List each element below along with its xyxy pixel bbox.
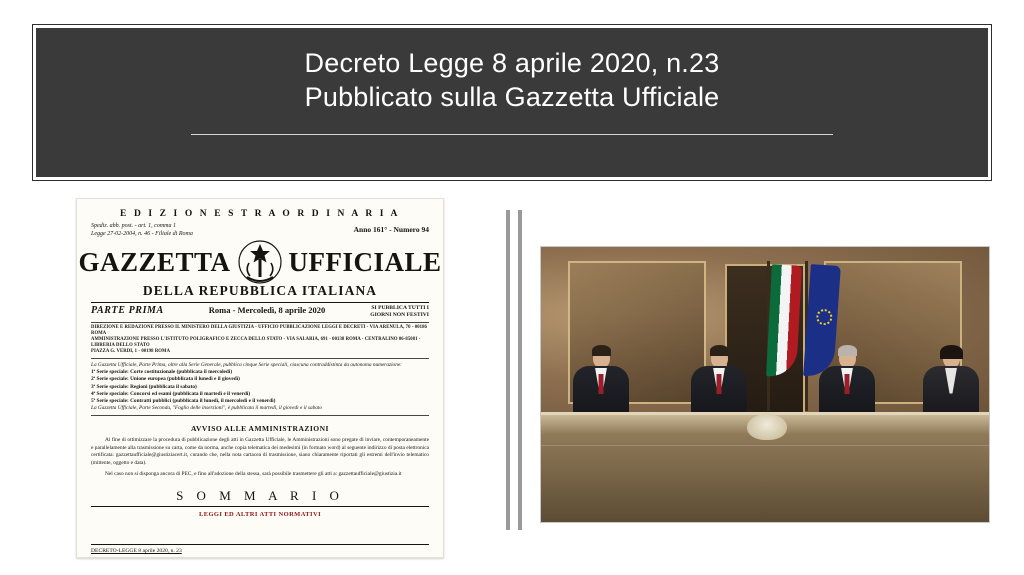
parte-rule [91,322,429,323]
masthead-word-ufficiale: UFFICIALE [288,247,442,277]
podium-seal [747,414,787,440]
gazzetta-anno-numero: Anno 161° - Numero 94 [353,225,429,234]
person-seated [923,348,979,418]
sommario-rule [91,506,429,507]
gazzetta-ufficiale-page [76,198,444,558]
masthead-subtitle: DELLA REPUBBLICA ITALIANA [142,283,378,298]
gazzetta-pubblica-line-2: GIORNI NON FESTIVI [370,312,429,318]
gazzetta-serie-block [91,362,429,412]
sommario-heading: S O M M A R I O [176,488,344,504]
gazzetta-parte-row [91,305,429,319]
gazzetta-pubblica-line-1: SI PUBBLICA TUTTI I [371,305,429,311]
avviso-body [91,437,429,478]
press-conference-photo [540,246,990,523]
gazzetta-address-block [91,325,429,355]
serie-item-4: 4ª Serie speciale: Concorsi ed esami (pubblicata il martedì e il venerdì) [91,390,251,397]
gazzetta-masthead [78,239,442,285]
serie-item-1: 1ª Serie speciale: Corte costituzionale (pubblicata il mercoledì) [91,369,233,376]
title-divider [191,134,833,135]
serie-rule [91,415,429,416]
italy-emblem-icon [237,239,283,285]
person-seated [691,348,747,418]
title-banner [33,25,991,180]
address-line-1: DIREZIONE E REDAZIONE PRESSO IL MINISTERO DELLA GIUSTIZIA - UFFICIO PUBBLICAZIONE LEGGI E DECRETI - VIA ARENULA, 70 - 00186 ROMA [91,325,427,336]
serie-footer: La Gazzetta Ufficiale, Parte Seconda, "Foglio delle inserzioni", è pubblicata il martedì, il giovedì e il sabato [91,405,323,412]
address-rule [91,358,429,359]
vertical-divider-left [506,210,510,530]
gazzetta-top-row [91,222,429,238]
page-title-line-1: Decreto Legge 8 aprile 2020, n.23 [304,48,720,78]
footer-rule [91,544,429,545]
gazzetta-parte-label: PARTE PRIMA [91,305,164,316]
address-line-3: PIAZZA G. VERDI, 1 - 00198 ROMA [91,349,171,354]
serie-intro: La Gazzetta Ufficiale, Parte Prima, oltre alla Serie Generale, pubblica cinque Serie speciali, ciascuna contraddistinta da autonoma numerazione: [91,362,402,368]
sommario-section-label: LEGGI ED ALTRI ATTI NORMATIVI [198,511,321,519]
avviso-paragraph-1: Al fine di ottimizzare la procedura di pubblicazione degli atti in Gazzetta Ufficiale, le Amministrazioni sono pregate di inviare, contemporaneamente e parallelamente alla trasmissione su carta, come da norma, anche copia telematica dei medesimi (in formato word) al seguente indirizzo di posta elettronica certificata: gazzettaufficiale@giustiziacert.it, curando che, nella nota cartacea di trasmissione, siano chiaramente riportati gli estremi dell'invio telematico (mittente, oggetto e data). [91,437,429,466]
masthead-rule [91,302,429,303]
vertical-divider-right [518,210,522,530]
person-seated [573,348,629,418]
serie-item-2: 2ª Serie speciale: Unione europea (pubblicata il lunedì e il giovedì) [91,376,240,383]
decreto-footnote: DECRETO-LEGGE 8 aprile 2020, n. 23 [91,548,182,555]
gazzetta-spediz-line-2: Legge 27-02-2004, n. 46 - Filiale di Roma [91,231,193,237]
avviso-paragraph-2: Nel caso non si disponga ancora di PEC, e fino all'adozione della stessa, sarà possibile trasmettere gli atti a: gazzettaufficiale@giustizia.it [105,471,402,478]
avviso-title: AVVISO ALLE AMMINISTRAZIONI [191,424,329,434]
masthead-word-gazzetta: GAZZETTA [78,247,231,277]
gazzetta-edizione: E D I Z I O N E S T R A O R D I N A R I A [120,209,400,219]
serie-item-5: 5ª Serie speciale: Contratti pubblici (pubblicata il lunedì, il mercoledì e il venerdì) [91,398,276,405]
person-seated [819,348,875,418]
gazzetta-place-date: Roma - Mercoledì, 8 aprile 2020 [208,305,326,315]
gazzetta-spediz-line-1: Spediz. abb. post. - art. 1, comma 1 [91,223,176,229]
serie-item-3: 3ª Serie speciale: Regioni (pubblicata il sabato) [91,383,197,390]
address-line-2: AMMINISTRAZIONE PRESSO L'ISTITUTO POLIGRAFICO E ZECCA DELLO STATO - VIA SALARIA, 691 - 00138 ROMA - CENTRALINO 06-85081 - LIBRERIA DELLO STATO [91,337,421,348]
page-title-line-2: Pubblicato sulla Gazzetta Ufficiale [304,82,720,112]
